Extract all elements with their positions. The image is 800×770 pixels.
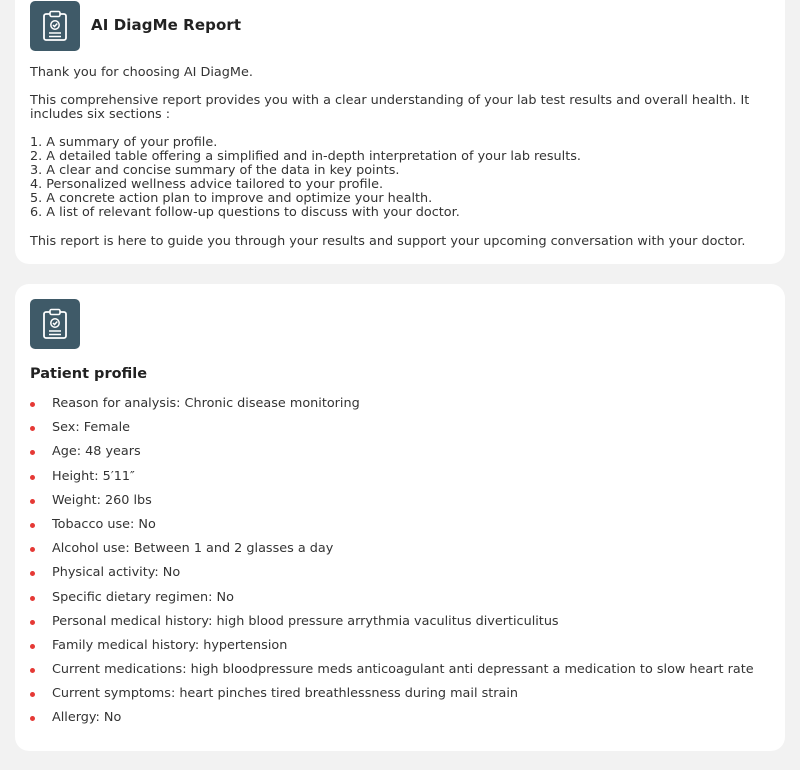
profile-item-height: Height: 5′11″ <box>30 467 754 491</box>
profile-item-medications: Current medications: high bloodpressure meds anticoagulant anti depressant a medication to slow heart rate <box>30 660 754 684</box>
profile-item-allergy: Allergy: No <box>30 708 754 732</box>
clipboard-check-icon <box>30 299 80 349</box>
section-list-item: 4. Personalized wellness advice tailored to your profile. <box>30 177 384 192</box>
profile-item-reason: Reason for analysis: Chronic disease monitoring <box>30 394 754 418</box>
section-list-item: 1. A summary of your profile. <box>30 135 218 150</box>
intro-closing: This report is here to guide you through your results and support your upcoming conversation with your doctor. <box>30 234 746 249</box>
section-list-item: 3. A clear and concise summary of the data in key points. <box>30 163 400 178</box>
profile-item-symptoms: Current symptoms: heart pinches tired breathlessness during mail strain <box>30 684 754 708</box>
profile-item-diet: Specific dietary regimen: No <box>30 588 754 612</box>
intro-card <box>15 0 785 264</box>
intro-description: This comprehensive report provides you with a clear understanding of your lab test results and overall health. It includes six sections : <box>30 93 750 122</box>
profile-item-family-history: Family medical history: hypertension <box>30 636 754 660</box>
profile-item-age: Age: 48 years <box>30 442 754 466</box>
section-list-item: 2. A detailed table offering a simplified and in-depth interpretation of your lab results. <box>30 149 581 164</box>
profile-item-personal-history: Personal medical history: high blood pressure arrythmia vaculitus diverticulitus <box>30 612 754 636</box>
profile-item-tobacco: Tobacco use: No <box>30 515 754 539</box>
section-list-item: 6. A list of relevant follow-up questions to discuss with your doctor. <box>30 205 460 220</box>
intro-thanks: Thank you for choosing AI DiagMe. <box>30 65 253 80</box>
report-title: AI DiagMe Report <box>91 16 242 34</box>
profile-item-alcohol: Alcohol use: Between 1 and 2 glasses a day <box>30 539 754 563</box>
profile-item-sex: Sex: Female <box>30 418 754 442</box>
profile-item-activity: Physical activity: No <box>30 563 754 587</box>
profile-list <box>30 394 754 733</box>
section-list-item: 5. A concrete action plan to improve and optimize your health. <box>30 191 433 206</box>
profile-title: Patient profile <box>30 366 148 382</box>
clipboard-check-icon <box>30 1 80 51</box>
profile-item-weight: Weight: 260 lbs <box>30 491 754 515</box>
patient-profile-card <box>15 284 785 751</box>
